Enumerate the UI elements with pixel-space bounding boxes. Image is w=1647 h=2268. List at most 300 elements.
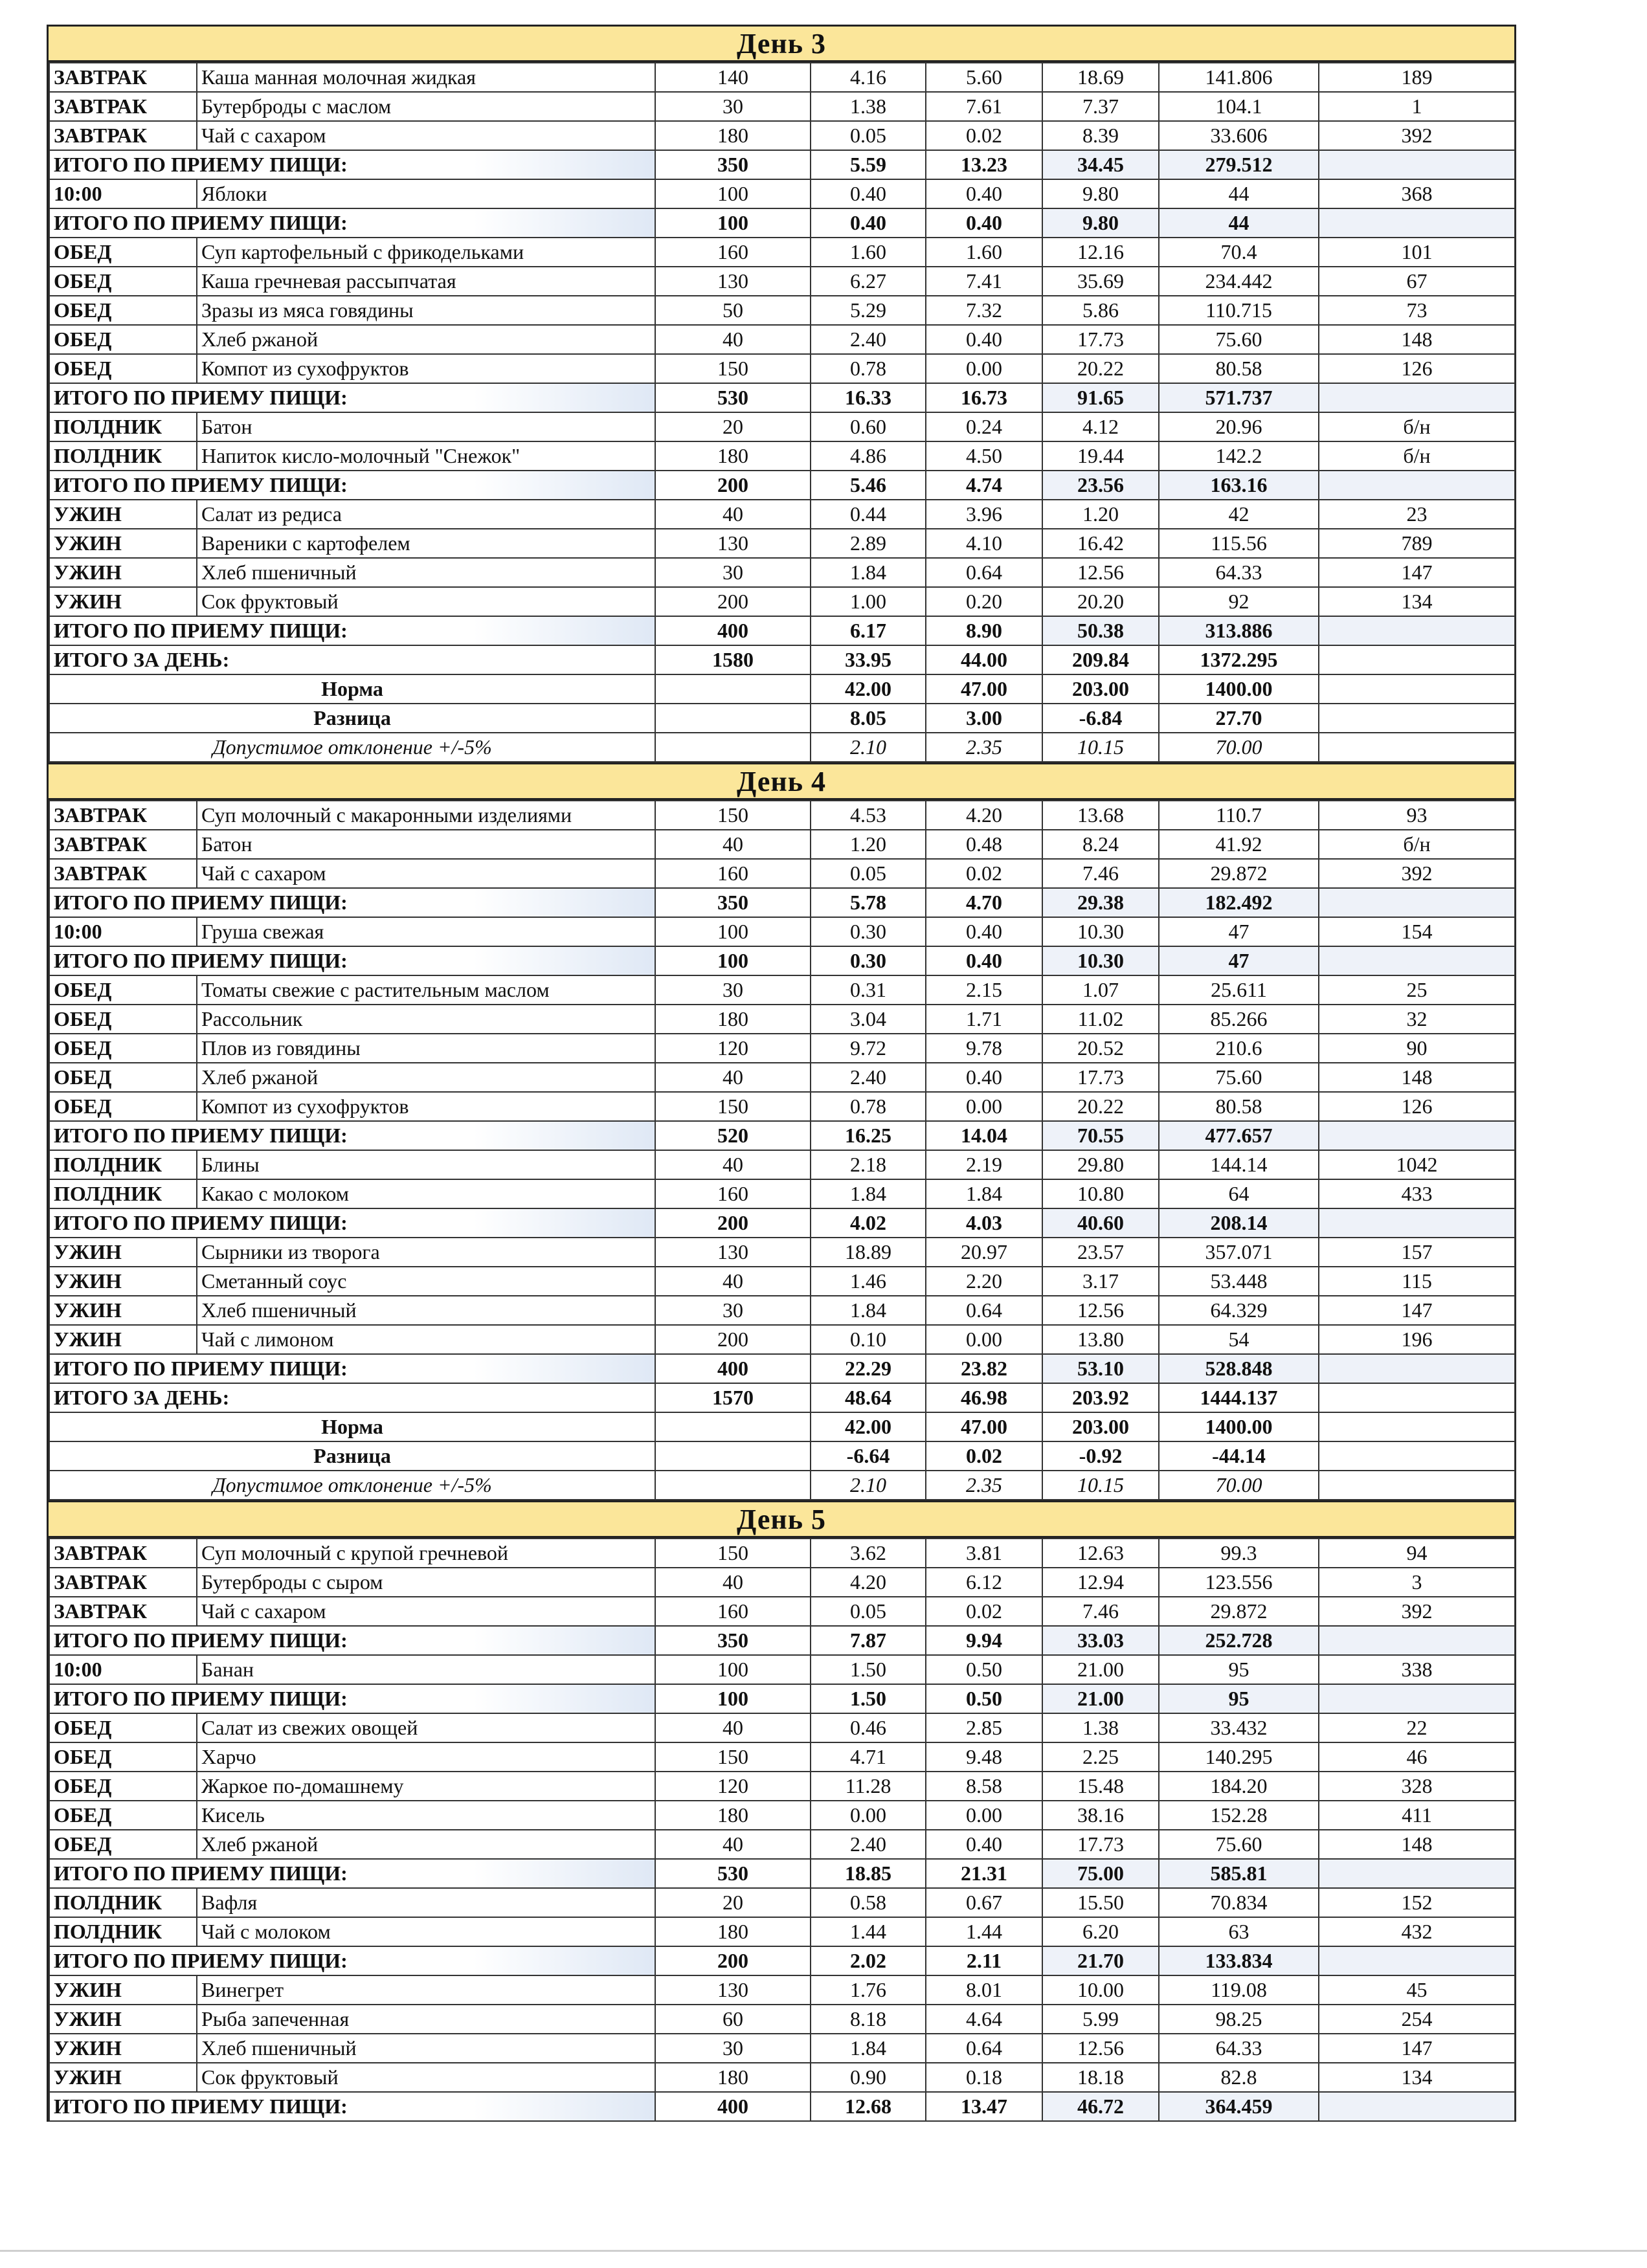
kcal-cell: 364.459 [1159,2092,1319,2121]
meal-cell: УЖИН [49,1267,197,1296]
protein-cell: 0.05 [811,859,926,888]
recipe-cell: 46 [1319,1742,1515,1772]
protein-cell: 9.72 [811,1034,926,1063]
weight-cell: 350 [655,1626,811,1655]
weight-cell: 180 [655,1917,811,1946]
kcal-cell: 25.611 [1159,975,1319,1005]
dish-row [49,179,1515,208]
carb-cell: 6.20 [1042,1917,1159,1946]
dish-row [49,1568,1515,1597]
weight-cell: 100 [655,208,811,238]
recipe-cell: 148 [1319,1830,1515,1859]
dish-row [49,1063,1515,1092]
fat-cell: 14.04 [926,1121,1042,1150]
meal-total-row [49,471,1515,500]
protein-cell: 22.29 [811,1354,926,1383]
meal-cell: ОБЕД [49,975,197,1005]
carb-cell: 53.10 [1042,1354,1159,1383]
kcal-cell: 47 [1159,946,1319,975]
fat-cell: 0.00 [926,1801,1042,1830]
carb-cell: 8.39 [1042,121,1159,150]
protein-cell: 2.89 [811,529,926,558]
carb-cell: 21.70 [1042,1946,1159,1975]
meal-cell: УЖИН [49,1238,197,1267]
kcal-cell: 41.92 [1159,830,1319,859]
protein-cell: 2.02 [811,1946,926,1975]
recipe-cell: 126 [1319,354,1515,383]
carb-cell: 10.15 [1042,733,1159,762]
dish-row [49,441,1515,471]
recipe-cell [1319,1208,1515,1238]
meal-total-row [49,1859,1515,1888]
meal-total-row [49,1354,1515,1383]
kcal-cell: 234.442 [1159,267,1319,296]
meal-cell: ЗАВТРАК [49,1568,197,1597]
dish-row [49,296,1515,325]
meal-cell: ОБЕД [49,1713,197,1742]
recipe-cell: 154 [1319,917,1515,946]
dish-cell: Бутерброды с маслом [197,92,655,121]
protein-cell: 18.89 [811,1238,926,1267]
carb-cell: 1.38 [1042,1713,1159,1742]
weight-cell: 120 [655,1772,811,1801]
fat-cell: 7.32 [926,296,1042,325]
meal-cell: ПОЛДНИК [49,1179,197,1208]
protein-cell: 3.62 [811,1539,926,1568]
total-label: ИТОГО ЗА ДЕНЬ: [49,645,655,674]
fat-cell: 9.78 [926,1034,1042,1063]
recipe-cell [1319,383,1515,412]
carb-cell: 46.72 [1042,2092,1159,2121]
weight-cell: 150 [655,1092,811,1121]
protein-cell: -6.64 [811,1441,926,1471]
kcal-cell: 63 [1159,1917,1319,1946]
total-label: ИТОГО ПО ПРИЕМУ ПИЩИ: [49,1859,655,1888]
total-label: ИТОГО ЗА ДЕНЬ: [49,1383,655,1412]
kcal-cell: 357.071 [1159,1238,1319,1267]
protein-cell: 16.25 [811,1121,926,1150]
carb-cell: 35.69 [1042,267,1159,296]
weight-cell: 60 [655,2005,811,2034]
meal-cell: ОБЕД [49,296,197,325]
weight-cell: 100 [655,179,811,208]
dish-row [49,1713,1515,1742]
dish-cell: Сок фруктовый [197,587,655,616]
recipe-cell [1319,1684,1515,1713]
fat-cell: 47.00 [926,1412,1042,1441]
norm-row [49,1441,1515,1471]
carb-cell: 5.86 [1042,296,1159,325]
dish-cell: Чай с сахаром [197,121,655,150]
fat-cell: 23.82 [926,1354,1042,1383]
norm-row [49,704,1515,733]
recipe-cell [1319,208,1515,238]
kcal-cell: 110.7 [1159,801,1319,830]
total-label: ИТОГО ПО ПРИЕМУ ПИЩИ: [49,1684,655,1713]
total-label: ИТОГО ПО ПРИЕМУ ПИЩИ: [49,2092,655,2121]
recipe-cell: 392 [1319,1597,1515,1626]
meal-cell: ОБЕД [49,354,197,383]
meal-total-row [49,1946,1515,1975]
meal-cell: ЗАВТРАК [49,1539,197,1568]
fat-cell: 0.64 [926,558,1042,587]
kcal-cell: 27.70 [1159,704,1319,733]
carb-cell: 40.60 [1042,1208,1159,1238]
dish-cell: Суп молочный с крупой гречневой [197,1539,655,1568]
recipe-cell: 101 [1319,238,1515,267]
recipe-cell [1319,1121,1515,1150]
weight-cell: 400 [655,616,811,645]
recipe-cell: 90 [1319,1034,1515,1063]
dish-cell: Сырники из творога [197,1238,655,1267]
meal-total-row [49,2092,1515,2121]
carb-cell: 21.00 [1042,1655,1159,1684]
protein-cell: 0.60 [811,412,926,441]
fat-cell: 6.12 [926,1568,1042,1597]
recipe-cell: 196 [1319,1325,1515,1354]
weight-cell: 160 [655,1179,811,1208]
carb-cell: 10.30 [1042,946,1159,975]
kcal-cell: 133.834 [1159,1946,1319,1975]
weight-cell: 530 [655,1859,811,1888]
dish-row [49,121,1515,150]
carb-cell: 23.56 [1042,471,1159,500]
dish-cell: Компот из сухофруктов [197,1092,655,1121]
weight-cell: 140 [655,63,811,92]
kcal-cell: 44 [1159,179,1319,208]
dish-row [49,63,1515,92]
protein-cell: 1.60 [811,238,926,267]
weight-cell: 40 [655,1150,811,1179]
recipe-cell [1319,616,1515,645]
carb-cell: 10.00 [1042,1975,1159,2005]
meal-cell: УЖИН [49,587,197,616]
dish-row [49,1150,1515,1179]
protein-cell: 42.00 [811,1412,926,1441]
dish-row [49,975,1515,1005]
meal-total-row [49,208,1515,238]
kcal-cell: 29.872 [1159,859,1319,888]
recipe-cell: 25 [1319,975,1515,1005]
dish-row [49,1092,1515,1121]
dish-row [49,917,1515,946]
recipe-cell: 67 [1319,267,1515,296]
weight-cell: 150 [655,801,811,830]
weight-cell: 100 [655,946,811,975]
carb-cell: 29.80 [1042,1150,1159,1179]
kcal-cell: 85.266 [1159,1005,1319,1034]
dish-row [49,354,1515,383]
fat-cell: 0.67 [926,1888,1042,1917]
carb-cell: 12.56 [1042,558,1159,587]
carb-cell: 10.80 [1042,1179,1159,1208]
kcal-cell: 142.2 [1159,441,1319,471]
dish-cell: Вареники с картофелем [197,529,655,558]
fat-cell: 8.58 [926,1772,1042,1801]
meal-cell: ЗАВТРАК [49,63,197,92]
fat-cell: 2.35 [926,1471,1042,1500]
kcal-cell: 64.329 [1159,1296,1319,1325]
meal-cell: УЖИН [49,1325,197,1354]
dish-cell: Томаты свежие с растительным маслом [197,975,655,1005]
kcal-cell: 64 [1159,1179,1319,1208]
protein-cell: 5.46 [811,471,926,500]
weight-cell: 100 [655,1655,811,1684]
protein-cell: 11.28 [811,1772,926,1801]
protein-cell: 6.27 [811,267,926,296]
protein-cell: 0.44 [811,500,926,529]
dish-cell: Суп молочный с макаронными изделиями [197,801,655,830]
recipe-cell: 32 [1319,1005,1515,1034]
carb-cell: 17.73 [1042,325,1159,354]
recipe-cell [1319,471,1515,500]
fat-cell: 1.44 [926,1917,1042,1946]
fat-cell: 7.61 [926,92,1042,121]
recipe-cell: 134 [1319,587,1515,616]
weight-cell: 180 [655,2063,811,2092]
weight-cell: 400 [655,1354,811,1383]
kcal-cell: 44 [1159,208,1319,238]
carb-cell: 34.45 [1042,150,1159,179]
protein-cell: 3.04 [811,1005,926,1034]
carb-cell: 10.15 [1042,1471,1159,1500]
weight-cell: 200 [655,1946,811,1975]
fat-cell: 0.64 [926,1296,1042,1325]
fat-cell: 0.02 [926,859,1042,888]
meal-cell: 10:00 [49,1655,197,1684]
recipe-cell [1319,704,1515,733]
carb-cell: 18.18 [1042,2063,1159,2092]
protein-cell: 5.78 [811,888,926,917]
dish-row [49,1830,1515,1859]
fat-cell: 2.11 [926,1946,1042,1975]
fat-cell: 1.60 [926,238,1042,267]
fat-cell: 8.90 [926,616,1042,645]
protein-cell: 18.85 [811,1859,926,1888]
meal-cell: ПОЛДНИК [49,441,197,471]
fat-cell: 0.50 [926,1655,1042,1684]
recipe-cell: 432 [1319,1917,1515,1946]
protein-cell: 0.30 [811,946,926,975]
kcal-cell: 33.432 [1159,1713,1319,1742]
recipe-cell: 368 [1319,179,1515,208]
weight-cell: 40 [655,500,811,529]
meal-cell: ЗАВТРАК [49,121,197,150]
weight-cell: 40 [655,1568,811,1597]
kcal-cell: 140.295 [1159,1742,1319,1772]
total-label: ИТОГО ПО ПРИЕМУ ПИЩИ: [49,150,655,179]
carb-cell: 3.17 [1042,1267,1159,1296]
day-header: День 5 [49,1500,1514,1538]
fat-cell: 0.40 [926,946,1042,975]
protein-cell: 0.58 [811,1888,926,1917]
weight-cell: 130 [655,1975,811,2005]
fat-cell: 9.48 [926,1742,1042,1772]
dish-cell: Сметанный соус [197,1267,655,1296]
dish-cell: Чай с молоком [197,1917,655,1946]
meal-cell: ЗАВТРАК [49,92,197,121]
meal-cell: ОБЕД [49,1005,197,1034]
kcal-cell: 75.60 [1159,1830,1319,1859]
protein-cell: 8.05 [811,704,926,733]
summary-label: Разница [49,704,655,733]
dish-cell: Груша свежая [197,917,655,946]
total-label: ИТОГО ПО ПРИЕМУ ПИЩИ: [49,1946,655,1975]
kcal-cell: 163.16 [1159,471,1319,500]
protein-cell: 0.05 [811,121,926,150]
kcal-cell: 115.56 [1159,529,1319,558]
protein-cell: 4.16 [811,63,926,92]
meal-cell: УЖИН [49,1296,197,1325]
tolerance-row [49,1471,1515,1500]
weight-cell: 40 [655,1713,811,1742]
dish-row [49,1296,1515,1325]
weight-cell: 120 [655,1034,811,1063]
carb-cell: 12.63 [1042,1539,1159,1568]
weight-cell: 130 [655,267,811,296]
protein-cell: 5.29 [811,296,926,325]
weight-cell: 20 [655,412,811,441]
meal-total-row [49,946,1515,975]
kcal-cell: 75.60 [1159,1063,1319,1092]
dish-row [49,1772,1515,1801]
dish-cell: Суп картофельный с фрикодельками [197,238,655,267]
weight-cell: 350 [655,888,811,917]
kcal-cell: 528.848 [1159,1354,1319,1383]
carb-cell: 1.07 [1042,975,1159,1005]
recipe-cell: 157 [1319,1238,1515,1267]
weight-cell: 50 [655,296,811,325]
recipe-cell: 1 [1319,92,1515,121]
dish-cell: Хлеб пшеничный [197,1296,655,1325]
meal-cell: ПОЛДНИК [49,412,197,441]
weight-cell: 1580 [655,645,811,674]
recipe-cell: 152 [1319,1888,1515,1917]
protein-cell: 0.90 [811,2063,926,2092]
fat-cell: 8.01 [926,1975,1042,2005]
fat-cell: 47.00 [926,674,1042,704]
meal-cell: 10:00 [49,179,197,208]
kcal-cell: 279.512 [1159,150,1319,179]
dish-cell: Банан [197,1655,655,1684]
weight-cell: 350 [655,150,811,179]
fat-cell: 13.23 [926,150,1042,179]
meal-cell: ОБЕД [49,1092,197,1121]
protein-cell: 4.86 [811,441,926,471]
weight-cell: 100 [655,917,811,946]
meal-cell: ОБЕД [49,1772,197,1801]
meal-cell: УЖИН [49,2034,197,2063]
weight-cell: 150 [655,1742,811,1772]
protein-cell: 1.00 [811,587,926,616]
recipe-cell: 115 [1319,1267,1515,1296]
dish-cell: Чай с лимоном [197,1325,655,1354]
weight-cell: 180 [655,1005,811,1034]
meal-cell: ПОЛДНИК [49,1150,197,1179]
dish-row [49,325,1515,354]
meal-cell: ОБЕД [49,1063,197,1092]
weight-cell: 150 [655,354,811,383]
dish-cell: Сок фруктовый [197,2063,655,2092]
kcal-cell: 123.556 [1159,1568,1319,1597]
recipe-cell: 45 [1319,1975,1515,2005]
carb-cell: 7.37 [1042,92,1159,121]
dish-row [49,1179,1515,1208]
total-label: ИТОГО ПО ПРИЕМУ ПИЩИ: [49,1208,655,1238]
meal-total-row [49,1121,1515,1150]
weight-cell: 40 [655,830,811,859]
dish-row [49,1975,1515,2005]
protein-cell: 2.10 [811,1471,926,1500]
protein-cell: 0.40 [811,208,926,238]
day-menu-table [49,62,1516,762]
recipe-cell: б/н [1319,441,1515,471]
carb-cell: 70.55 [1042,1121,1159,1150]
kcal-cell: 29.872 [1159,1597,1319,1626]
dish-row [49,1238,1515,1267]
weight-cell: 40 [655,1267,811,1296]
carb-cell: 12.16 [1042,238,1159,267]
protein-cell: 1.46 [811,1267,926,1296]
carb-cell: 203.00 [1042,674,1159,704]
dish-row [49,830,1515,859]
dish-cell: Блины [197,1150,655,1179]
protein-cell: 2.40 [811,1063,926,1092]
recipe-cell: 148 [1319,1063,1515,1092]
carb-cell: -0.92 [1042,1441,1159,1471]
recipe-cell [1319,1859,1515,1888]
meal-total-row [49,1626,1515,1655]
kcal-cell: 82.8 [1159,2063,1319,2092]
dish-cell: Хлеб пшеничный [197,558,655,587]
recipe-cell: 147 [1319,1296,1515,1325]
fat-cell: 20.97 [926,1238,1042,1267]
protein-cell: 1.84 [811,558,926,587]
dish-cell: Салат из редиса [197,500,655,529]
meal-total-row [49,616,1515,645]
kcal-cell: 1400.00 [1159,1412,1319,1441]
dish-row [49,859,1515,888]
meal-cell: ОБЕД [49,238,197,267]
carb-cell: 19.44 [1042,441,1159,471]
carb-cell: 203.92 [1042,1383,1159,1412]
recipe-cell: 147 [1319,558,1515,587]
meal-cell: ЗАВТРАК [49,859,197,888]
dish-cell: Батон [197,830,655,859]
fat-cell: 0.18 [926,2063,1042,2092]
carb-cell: 12.56 [1042,2034,1159,2063]
carb-cell: 17.73 [1042,1063,1159,1092]
protein-cell: 2.10 [811,733,926,762]
total-label: ИТОГО ПО ПРИЕМУ ПИЩИ: [49,1626,655,1655]
meal-cell: ЗАВТРАК [49,1597,197,1626]
dish-row [49,801,1515,830]
kcal-cell: 92 [1159,587,1319,616]
fat-cell: 4.20 [926,801,1042,830]
recipe-cell: б/н [1319,412,1515,441]
dish-cell: Яблоки [197,179,655,208]
fat-cell: 0.00 [926,1092,1042,1121]
dish-row [49,1005,1515,1034]
protein-cell: 0.10 [811,1325,926,1354]
dish-cell: Бутерброды с сыром [197,1568,655,1597]
weight-cell: 150 [655,1539,811,1568]
weight-cell: 40 [655,1830,811,1859]
dish-cell: Винегрет [197,1975,655,2005]
carb-cell: 17.73 [1042,1830,1159,1859]
summary-label: Допустимое отклонение +/-5% [49,1471,655,1500]
fat-cell: 2.20 [926,1267,1042,1296]
